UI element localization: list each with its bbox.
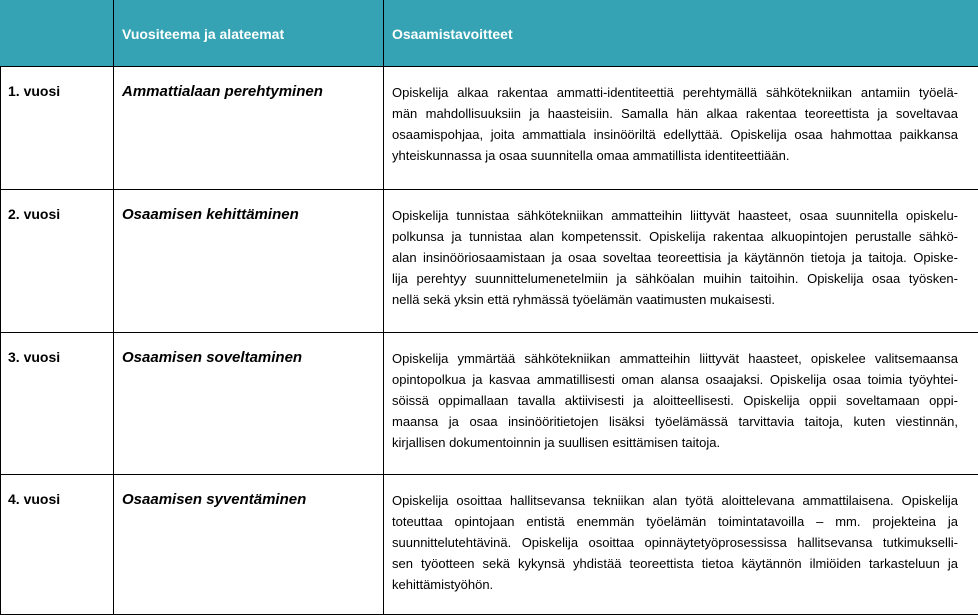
table-row-year-4: [1, 475, 978, 615]
goals-text: Opiskelija osoittaa hallitsevansa tekniikan alan työtä aloittelevana ammattilaisena. Opiskelija toteuttaa opintojaan entistä enemmän työelämän toimintatavoilla – mm. projekteina ja suunnittelutehtävinä. Opiskelija osoittaa opinnäytetyöprosessissa hallitsevansa tutkimukselli- sen työotteen sekä kykynsä yhdistää teoreettista tietoa käytännön ilmiöiden tarkasteluun ja kehittämistyöhön.: [384, 475, 978, 615]
year-label: 3. vuosi: [1, 333, 114, 475]
header-cell-goals: Osaamistavoitteet: [384, 1, 978, 67]
goals-text: Opiskelija tunnistaa sähkötekniikan ammatteihin liittyvät haasteet, osaa suunnitella opiskelu- polkunsa ja tunnistaa alan kompetenssit. Opiskelija rakentaa alkuopintojen perustalle sähkö- alan insinööriosaamistaan ja osaa soveltaa teoreettisia ja käytännön tietoja ja taitoja. Opiske- lija perehtyy suunnittelumenetelmiin ja sähköalan muihin taitoihin. Opiskelija osaa työsken- nellä sekä yksin että ryhmässä työelämän vaatimusten mukaisesti.: [384, 190, 978, 333]
goals-text: Opiskelija ymmärtää sähkötekniikan ammatteihin liittyvät haasteet, opiskelee valitsemaansa opintopolkua ja kasvaa ammatillisesti oman alansa osaajaksi. Opiskelija osaa toimia työyhtei- söissä oppimallaan tavalla aktiivisesti ja aloitteellisesti. Opiskelija oppii soveltamaan oppi- maansa ja osaa insinööritietojen lisäksi työelämässä tarvittavia taitoja, kuten viestinnän, kirjallisen dokumentoinnin ja suullisen esittämisen taitoja.: [384, 333, 978, 475]
table-row-year-1: [1, 67, 978, 190]
header-row: [1, 1, 978, 67]
table-row-year-2: [1, 190, 978, 333]
table-row-year-3: [1, 333, 978, 475]
year-label: 1. vuosi: [1, 67, 114, 190]
header-cell-year: [1, 1, 114, 67]
year-label: 2. vuosi: [1, 190, 114, 333]
theme-label: Osaamisen syventäminen: [114, 475, 384, 615]
year-label: 4. vuosi: [1, 475, 114, 615]
theme-label: Osaamisen soveltaminen: [114, 333, 384, 475]
theme-label: Osaamisen kehittäminen: [114, 190, 384, 333]
goals-text: Opiskelija alkaa rakentaa ammatti-identiteettiä perehtymällä sähkötekniikan antamiin työelä- män mahdollisuuksiin ja haasteisiin. Samalla hän alkaa rakentaa teoreettista ja soveltavaa osaamispohjaa, joita ammattiala insinööriltä edellyttää. Opiskelija osaa hahmottaa paikkansa yhteiskunnassa ja osaa suunnitella omaa ammatillista identiteettiään.: [384, 67, 978, 190]
header-cell-theme: Vuositeema ja alateemat: [114, 1, 384, 67]
theme-label: Ammattialaan perehtyminen: [114, 67, 384, 190]
